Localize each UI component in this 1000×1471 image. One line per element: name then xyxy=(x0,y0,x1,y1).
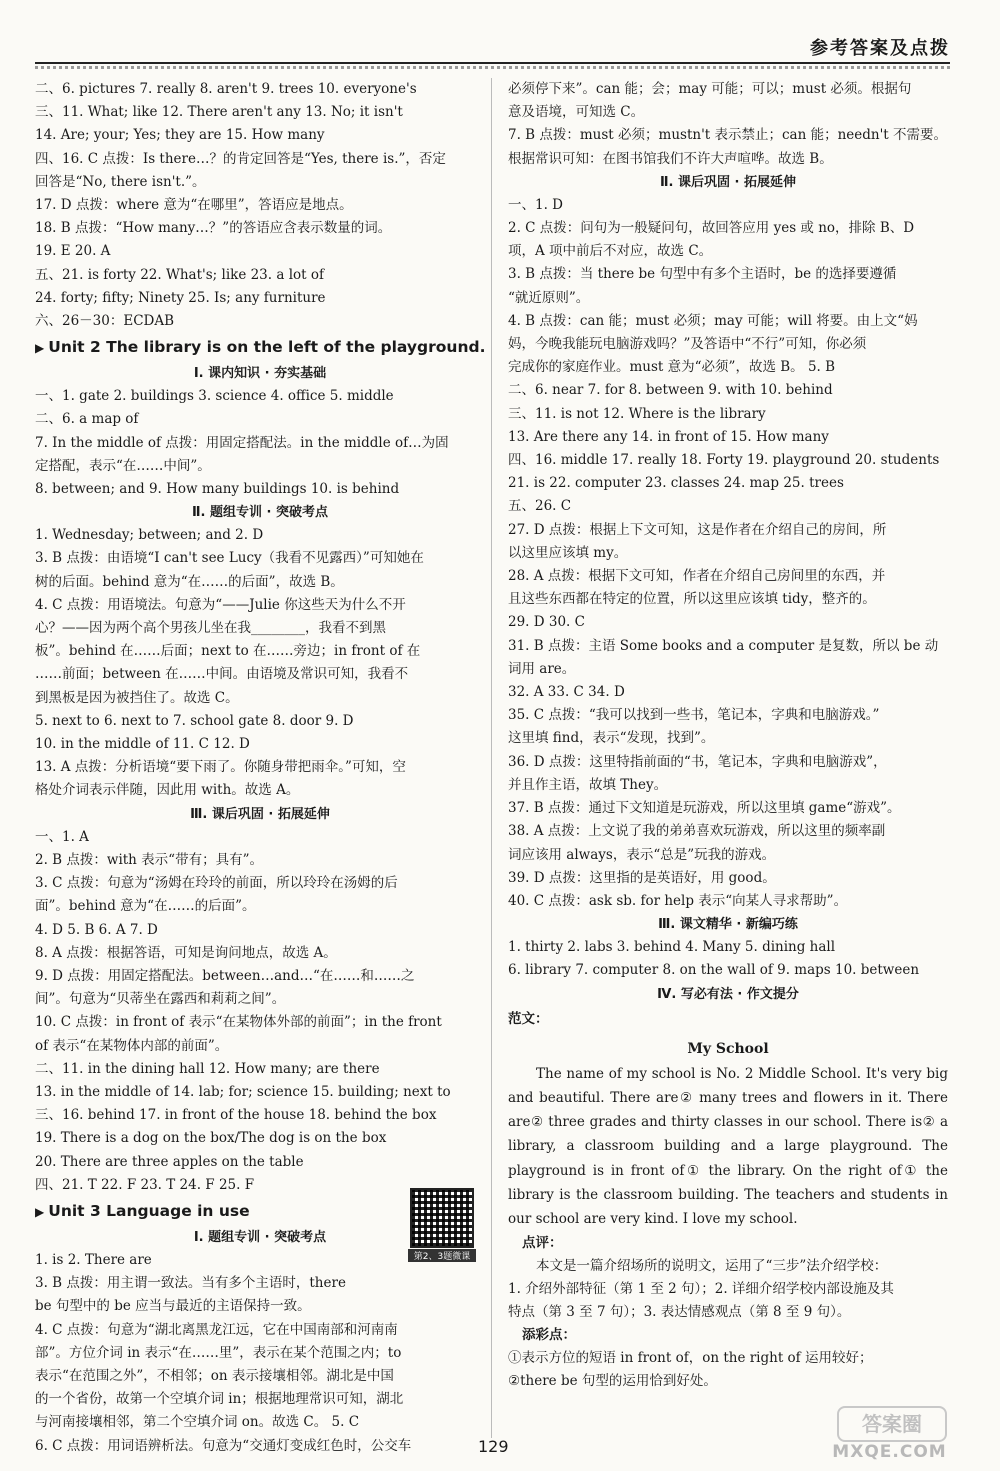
answer-line: 二、6. a map of xyxy=(35,411,139,428)
column-divider xyxy=(491,78,492,1438)
answer-line: 4. C 点拨：用语境法。句意为“——Julie 你这些天为什么不开 xyxy=(35,596,406,613)
answer-line: 10. in the middle of 11. C 12. D xyxy=(35,736,250,753)
right-answer-lines xyxy=(508,78,948,1006)
answer-line: 2. B 点拨：with 表示“带有；具有”。 xyxy=(35,851,263,868)
answer-line: 完成你的家庭作业。must 意为“必须”，故选 B。 5. B xyxy=(508,359,836,376)
answer-line: 与河南接壤相邻，第二个空填介词 on。故选 C。 5. C xyxy=(35,1414,360,1431)
watermark-logo: 答案圈 xyxy=(837,1406,947,1442)
answer-line: 部”。方位介词 in 表示“在……里”，表示在某个范围之内；to xyxy=(35,1344,402,1361)
unit-heading: ▶ Unit 3 Language in use xyxy=(35,1197,485,1226)
answer-line: 四、16. middle 17. really 18. Forty 19. playground 20. students xyxy=(508,452,940,469)
answer-line: 35. C 点拨：“我可以找到一些书，笔记本，字典和电脑游戏。” xyxy=(508,707,880,724)
section-heading: Ⅰ. 题组专训 · 突破考点 xyxy=(193,1229,327,1245)
model-essay-label: 范文： xyxy=(508,1010,549,1027)
answer-line: 13. Are there any 14. in front of 15. How many xyxy=(508,428,829,445)
answer-line: 一、1. A xyxy=(35,828,89,845)
answer-line: 根据常识可知：在图书馆我们不许大声喧哗。故选 B。 xyxy=(508,150,833,167)
answer-line: 28. A 点拨：根据下文可知，作者在介绍自己房间里的东西，并 xyxy=(508,568,886,585)
answer-line: 4. B 点拨：can 能；must 必须；may 可能；will 将要。由上文“妈 xyxy=(508,312,918,329)
essay-title: My School xyxy=(687,1040,769,1057)
header-rule xyxy=(35,62,950,64)
answer-line: 意及语境，可知选 C。 xyxy=(508,104,645,121)
answer-line: 3. B 点拨：由语境“I can't see Lucy（我看不见露西）”可知她在 xyxy=(35,550,424,567)
answer-line: “就近原则”。 xyxy=(508,289,590,306)
answer-line: 三、16. behind 17. in front of the house 18. behind the box xyxy=(35,1107,437,1124)
watermark xyxy=(827,1406,952,1464)
section-heading: Ⅳ. 写必有法 · 作文提分 xyxy=(657,986,799,1002)
page-header xyxy=(0,0,1000,72)
answer-line: ……前面；between 在……中间。由语境及常识可知，我看不 xyxy=(35,666,409,683)
comment-line: 本文是一篇介绍场所的说明文，运用了“三步”法介绍学校： xyxy=(536,1257,888,1274)
answer-line: 且这些东西都在特定的位置，所以这里应该填 tidy，整齐的。 xyxy=(508,591,876,608)
answer-line: 必须停下来”。can 能；会；may 可能；可以；must 必须。根据句 xyxy=(508,81,912,97)
answer-line: 定搭配，表示“在……中间”。 xyxy=(35,457,211,474)
qr-caption: 第2、3题微课 xyxy=(408,1249,476,1262)
answer-line: 三、11. What; like 12. There aren't any 13. No; it isn't xyxy=(35,104,403,121)
answer-line: 17. D 点拨：where 意为“在哪里”，答语应是地点。 xyxy=(35,197,353,214)
answer-line: 6. library 7. computer 8. on the wall of 9. maps 10. between xyxy=(508,962,920,979)
answer-line: 6. C 点拨：用词语辨析法。句意为“交通灯变成红色时，公交车 xyxy=(35,1437,412,1454)
answer-line: 7. B 点拨：must 必须；mustn't 表示禁止；can 能；needn't 不需要。 xyxy=(508,127,948,144)
answer-line: 3. C 点拨：句意为“汤姆在玲玲的前面，所以玲玲在汤姆的后 xyxy=(35,875,398,892)
comment-line: 1. 介绍外部特征（第 1 至 2 句）；2. 详细介绍学校内部设施及其 xyxy=(508,1280,894,1297)
answer-line: 二、6. pictures 7. really 8. aren't 9. trees 10. everyone's xyxy=(35,81,417,97)
answer-line: 3. B 点拨：当 there be 句型中有多个主语时，be 的选择要遵循 xyxy=(508,266,897,283)
answer-line: 5. next to 6. next to 7. school gate 8. door 9. D xyxy=(35,712,354,729)
answer-line: 20. There are three apples on the table xyxy=(35,1153,304,1170)
highlight-line: ①表示方位的短语 in front of，on the right of 运用较好； xyxy=(508,1350,873,1367)
answer-line: 三、11. is not 12. Where is the library xyxy=(508,405,766,422)
section-heading: Ⅲ. 课后巩固 · 拓展延伸 xyxy=(190,806,330,822)
answer-line: 树的后面。behind 意为“在……的后面”，故选 B。 xyxy=(35,573,344,590)
header-dotted-rule xyxy=(35,66,950,70)
answer-line: 一、1. D xyxy=(508,196,563,213)
answer-line: 项，A 项中前后不对应，故选 C。 xyxy=(508,243,713,260)
answer-line: 18. B 点拨：“How many…？”的答语应含表示数量的词。 xyxy=(35,220,392,237)
answer-line: 面”。behind 意为“在……的后面”。 xyxy=(35,898,256,915)
answer-line: 31. B 点拨：主语 Some books and a computer 是复数，所以 be 动 xyxy=(508,637,939,654)
comment-line: 特点（第 3 至 7 句）；3. 表达情感观点（第 8 至 9 句）。 xyxy=(508,1304,851,1320)
section-heading: Ⅲ. 课文精华 · 新编巧练 xyxy=(658,917,798,933)
answer-line: 妈，今晚我能玩电脑游戏吗？”及答语中“不行”可知，你必须 xyxy=(508,336,867,353)
highlight-line: ②there be 句型的运用恰到好处。 xyxy=(508,1373,717,1390)
answer-line: 四、16. C 点拨：Is there…？的肯定回答是“Yes, there is.”，否定 xyxy=(35,150,446,167)
answer-line: 24. forty; fifty; Ninety 25. Is; any furniture xyxy=(35,289,326,306)
right-column xyxy=(508,78,948,1394)
answer-line: 二、6. near 7. for 8. between 9. with 10. behind xyxy=(508,382,833,399)
answer-line: 心？——因为两个高个男孩儿坐在我________，我看不到黑 xyxy=(35,620,386,637)
answer-line: 3. B 点拨：用主谓一致法。当有多个主语时，there xyxy=(35,1275,346,1292)
page-number: 129 xyxy=(478,1437,509,1456)
answer-line: 1. thirty 2. labs 3. behind 4. Many 5. dining hall xyxy=(508,939,836,956)
answer-line: 29. D 30. C xyxy=(508,614,585,631)
answer-line: 2. C 点拨：问句为一般疑问句，故回答应用 yes 或 no，排除 B、D xyxy=(508,220,915,237)
answer-line: 4. C 点拨：句意为“湖北离黑龙江远，它在中国南部和河南南 xyxy=(35,1321,398,1338)
answer-line: 并且作主语，故填 They。 xyxy=(508,776,668,793)
highlights-label: 添彩点： xyxy=(522,1327,576,1344)
answer-line: 到黑板是因为被挡住了。故选 C。 xyxy=(35,689,239,706)
answer-line: 表示“在范围之外”，不相邻；on 表示接壤相邻。湖北是中国 xyxy=(35,1367,394,1384)
qr-code[interactable] xyxy=(410,1188,474,1248)
answer-line: 8. A 点拨：根据答语，可知是询问地点，故选 A。 xyxy=(35,944,337,961)
answer-line: 1. is 2. There are xyxy=(35,1251,152,1268)
answer-line: 格处介词表示伴随，因此用 with。故选 A。 xyxy=(35,782,300,799)
answer-line: of 表示“在某物体内部的前面”。 xyxy=(35,1037,229,1054)
answer-line: 9. D 点拨：用固定搭配法。between…and…“在……和……之 xyxy=(35,967,415,984)
unit-heading: ▶ Unit 2 The library is on the left of the playground. xyxy=(35,333,485,362)
answer-line: 五、21. is forty 22. What's; like 23. a lot of xyxy=(35,266,324,283)
answer-line: 40. C 点拨：ask sb. for help 表示“向某人寻求帮助”。 xyxy=(508,892,848,909)
answer-line: 词用 are。 xyxy=(508,660,576,677)
answer-line: 32. A 33. C 34. D xyxy=(508,684,625,701)
answer-line: be 句型中的 be 应当与最近的主语保持一致。 xyxy=(35,1298,311,1315)
section-heading: Ⅱ. 题组专训 · 突破考点 xyxy=(191,505,329,521)
answer-line: 的一个省份，故第一个空填介词 in；根据地理常识可知，湖北 xyxy=(35,1391,404,1408)
answer-line: 8. between; and 9. How many buildings 10. is behind xyxy=(35,481,400,498)
answer-line: 一、1. gate 2. buildings 3. science 4. office 5. middle xyxy=(35,388,394,405)
answer-line: 六、26－30：ECDAB xyxy=(35,313,175,330)
answer-line: 38. A 点拨：上文说了我的弟弟喜欢玩游戏，所以这里的频率副 xyxy=(508,823,886,840)
answer-line: 以这里应该填 my。 xyxy=(508,544,628,561)
answer-line: 词应该用 always，表示“总是”玩我的游戏。 xyxy=(508,846,776,863)
answer-line: 四、21. T 22. F 23. T 24. F 25. F xyxy=(35,1176,255,1193)
answer-line: 36. D 点拨：这里特指前面的“书，笔记本，字典和电脑游戏”， xyxy=(508,753,887,770)
answer-line: 37. B 点拨：通过下文知道是玩游戏，所以这里填 game“游戏”。 xyxy=(508,800,901,817)
comment-label: 点评： xyxy=(522,1234,563,1251)
answer-line: 板”。behind 在……后面；next to 在……旁边；in front of 在 xyxy=(35,643,421,660)
answer-line: 10. C 点拨：in front of 表示“在某物体外部的前面”；in the front xyxy=(35,1014,442,1031)
answer-line: 19. There is a dog on the box/The dog is on the box xyxy=(35,1130,387,1147)
answer-line: 13. A 点拨：分析语境“要下雨了。你随身带把雨伞。”可知，空 xyxy=(35,759,406,776)
answer-line: 4. D 5. B 6. A 7. D xyxy=(35,921,158,938)
answer-line: 39. D 点拨：这里指的是英语好，用 good。 xyxy=(508,869,776,886)
essay-body: The name of my school is No. 2 Middle School. It's very big and beautiful. There are② many trees and flowers in it. There are② three grades and thirty classes in our school. There is② a library, a classroom building and a large playground. The playground is in front of① the library. On the right of① the library is the classroom building. The teachers and students in our school are very kind. I love my school. xyxy=(508,1065,948,1228)
answer-line: 7. In the middle of 点拨：用固定搭配法。in the middle of…为固 xyxy=(35,434,449,451)
answer-line: 1. Wednesday; between; and 2. D xyxy=(35,527,264,544)
answer-line: 27. D 点拨：根据上下文可知，这是作者在介绍自己的房间，所 xyxy=(508,521,887,538)
answer-line: 五、26. C xyxy=(508,498,572,515)
answer-line: 14. Are; your; Yes; they are 15. How many xyxy=(35,127,325,144)
answer-line: 二、11. in the dining hall 12. How many; are there xyxy=(35,1060,380,1077)
watermark-text: MXQE.COM xyxy=(832,1442,947,1462)
header-title: 参考答案及点拨 xyxy=(810,38,950,59)
answer-line: 21. is 22. computer 23. classes 24. map 25. trees xyxy=(508,475,844,492)
section-heading: Ⅰ. 课内知识 · 夯实基础 xyxy=(193,366,327,382)
section-heading: Ⅱ. 课后巩固 · 拓展延伸 xyxy=(659,174,797,190)
answer-line: 这里填 find，表示“发现，找到”。 xyxy=(508,730,715,747)
answer-line: 19. E 20. A xyxy=(35,243,111,260)
answer-line: 间”。句意为“贝蒂坐在露西和莉莉之间”。 xyxy=(35,991,286,1008)
answer-line: 13. in the middle of 14. lab; for; science 15. building; next to xyxy=(35,1083,451,1100)
answer-line: 回答是“No, there isn't.”。 xyxy=(35,173,206,190)
